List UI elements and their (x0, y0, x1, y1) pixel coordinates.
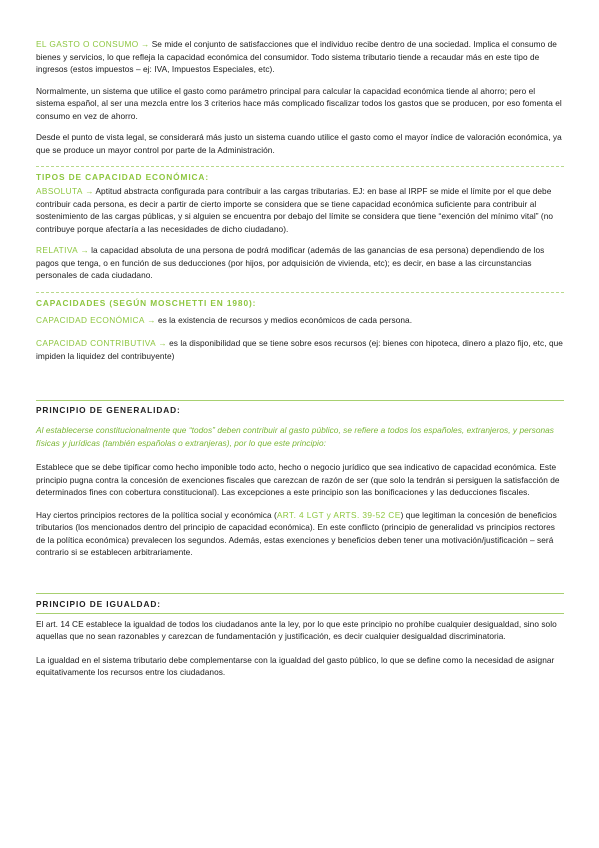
arrow-icon: → (147, 314, 156, 325)
relativa-paragraph (36, 244, 564, 282)
generalidad-paragraph-1: Establece que se debe tipificar como hecho imponible todo acto, hecho o negocio jurídico que sea indicativo de capacidad económica. Este principio pugna contra la concesión de exenciones fiscales que carezcan de razón de ser (que solo la tendrán si persiguen la satisfacción de determinados fines con cobertura constitucional). Las excepciones a este principio son las bonificaciones y las deducciones fiscales. (36, 462, 560, 497)
relativa-label: RELATIVA (36, 245, 79, 255)
capacidad-contributiva-paragraph (36, 337, 564, 362)
generalidad-paragraph-2 (36, 509, 564, 559)
absoluta-text: Aptitud abstracta configurada para contribuir a las cargas tributarias. EJ: en base al IRPF se mide el límite por el que debe contribuir cada persona, es decir a partir de cierto importe se considera que se tiene capacidad económica suficiente para contribuir al sostenimiento de las cargas públicas, y si alguien se encuentra por debajo del límite se considera que tiene “exención del mínimo vital” (no contribuye porque afectaría a las necesidades de dicho ciudadano). (36, 186, 554, 234)
absoluta-paragraph (36, 185, 564, 235)
gasto-consumo-paragraph (36, 38, 564, 76)
igualdad-paragraph-2: La igualdad en el sistema tributario debe complementarse con la igualdad del gasto público, lo que se define como la necesidad de asignar equitativamente los recursos entre los ciudadanos. (36, 654, 555, 677)
legal-paragraph: Desde el punto de vista legal, se considerará más justo un sistema cuando utilice el gasto como el mayor índice de valoración económica, ya que se produce un mayor control por parte de la Administración. (36, 132, 562, 155)
section-divider (36, 292, 564, 293)
arrow-icon: → (80, 245, 89, 255)
capacidad-economica-text: es la existencia de recursos y medios económicos de cada persona. (155, 314, 413, 325)
capacidad-contributiva-label: CAPACIDAD CONTRIBUTIVA (36, 338, 157, 348)
gasto-consumo-label: EL GASTO O CONSUMO (36, 39, 139, 49)
capacidad-contributiva-text: es la disponibilidad que se tiene sobre esos recursos (ej: bienes con hipoteca, dinero a plazo fijo, etc, que impiden la liquidez del contribuyente) (36, 338, 563, 361)
legal-reference: ART. 4 LGT y ARTS. 39-52 CE (276, 509, 401, 520)
tipos-heading: TIPOS DE CAPACIDAD ECONÓMICA: (36, 172, 209, 182)
arrow-icon: → (85, 186, 94, 196)
igualdad-paragraph-1: El art. 14 CE establece la igualdad de todos los ciudadanos ante la ley, por lo que este principio no prohíbe cualquier desigualdad, sino solo aquellas que no sean razonables y carezcan de fundamentación y justificación, es decir cualquier desigualdad discriminatoria. (36, 618, 557, 641)
capacidades-heading: CAPACIDADES (SEGÚN MOSCHETTI EN 1980): (36, 297, 257, 308)
capacidad-economica-paragraph (36, 314, 564, 327)
section-divider (36, 400, 564, 401)
section-divider (36, 613, 564, 614)
generalidad-quote: Al establecerse constitucionalmente que “todos” deben contribuir al gasto público, se refiere a todos los españoles, extranjeros, y personas físicas y jurídicas (también españolas o extranjeras), por lo que este principio: (36, 425, 555, 448)
arrow-icon: → (158, 338, 167, 348)
document-page (36, 38, 564, 679)
generalidad-text-a: Hay ciertos principios rectores de la política social y económica ( (36, 509, 277, 520)
capacidad-economica-label: CAPACIDAD ECONÓMICA (36, 314, 145, 325)
absoluta-label: ABSOLUTA (36, 186, 83, 196)
relativa-text: la capacidad absoluta de una persona de podrá modificar (además de las ganancias de esa persona) dependiendo de los pagos que tenga, o en función de sus deducciones (por hijos, por adquisición de vivienda, etc); es decir, en base a las circunstancias personales de cada ciudadano. (36, 245, 545, 280)
gasto-consumo-text: Se mide el conjunto de satisfacciones que el individuo recibe dentro de una sociedad. Implica el consumo de bienes y servicios, lo que refleja la capacidad económica del consumidor. Todo sistema tributario tiende a recaudar más en este tipo de ingresos (estos impuestos – ej: IVA, Impuestos Especiales, etc). (36, 39, 557, 74)
generalidad-text-b: ) que legitiman la concesión de beneficios tributarios (los mencionados dentro del principio de capacidad económica). En este conflicto (principio de generalidad vs principios rectores de la política económica) prevalecen los segundos. Además, estas exenciones y beneficios deben tener una motivación/justificación – será contrario si se establecen arbitrariamente. (36, 509, 557, 557)
generalidad-heading: PRINCIPIO DE GENERALIDAD: (36, 405, 181, 415)
section-divider (36, 593, 564, 594)
arrow-icon: → (141, 39, 150, 49)
ahorro-paragraph: Normalmente, un sistema que utilice el gasto como parámetro principal para calcular la capacidad económica tiende al ahorro; pero el sistema español, al ser una mezcla entre los 3 criterios hace más complicado fiscalizar todos los gastos que se producen, por eso fomenta el consumo en vez de ahorro. (36, 85, 562, 121)
igualdad-heading: PRINCIPIO DE IGUALDAD: (36, 598, 161, 609)
section-divider (36, 166, 564, 167)
